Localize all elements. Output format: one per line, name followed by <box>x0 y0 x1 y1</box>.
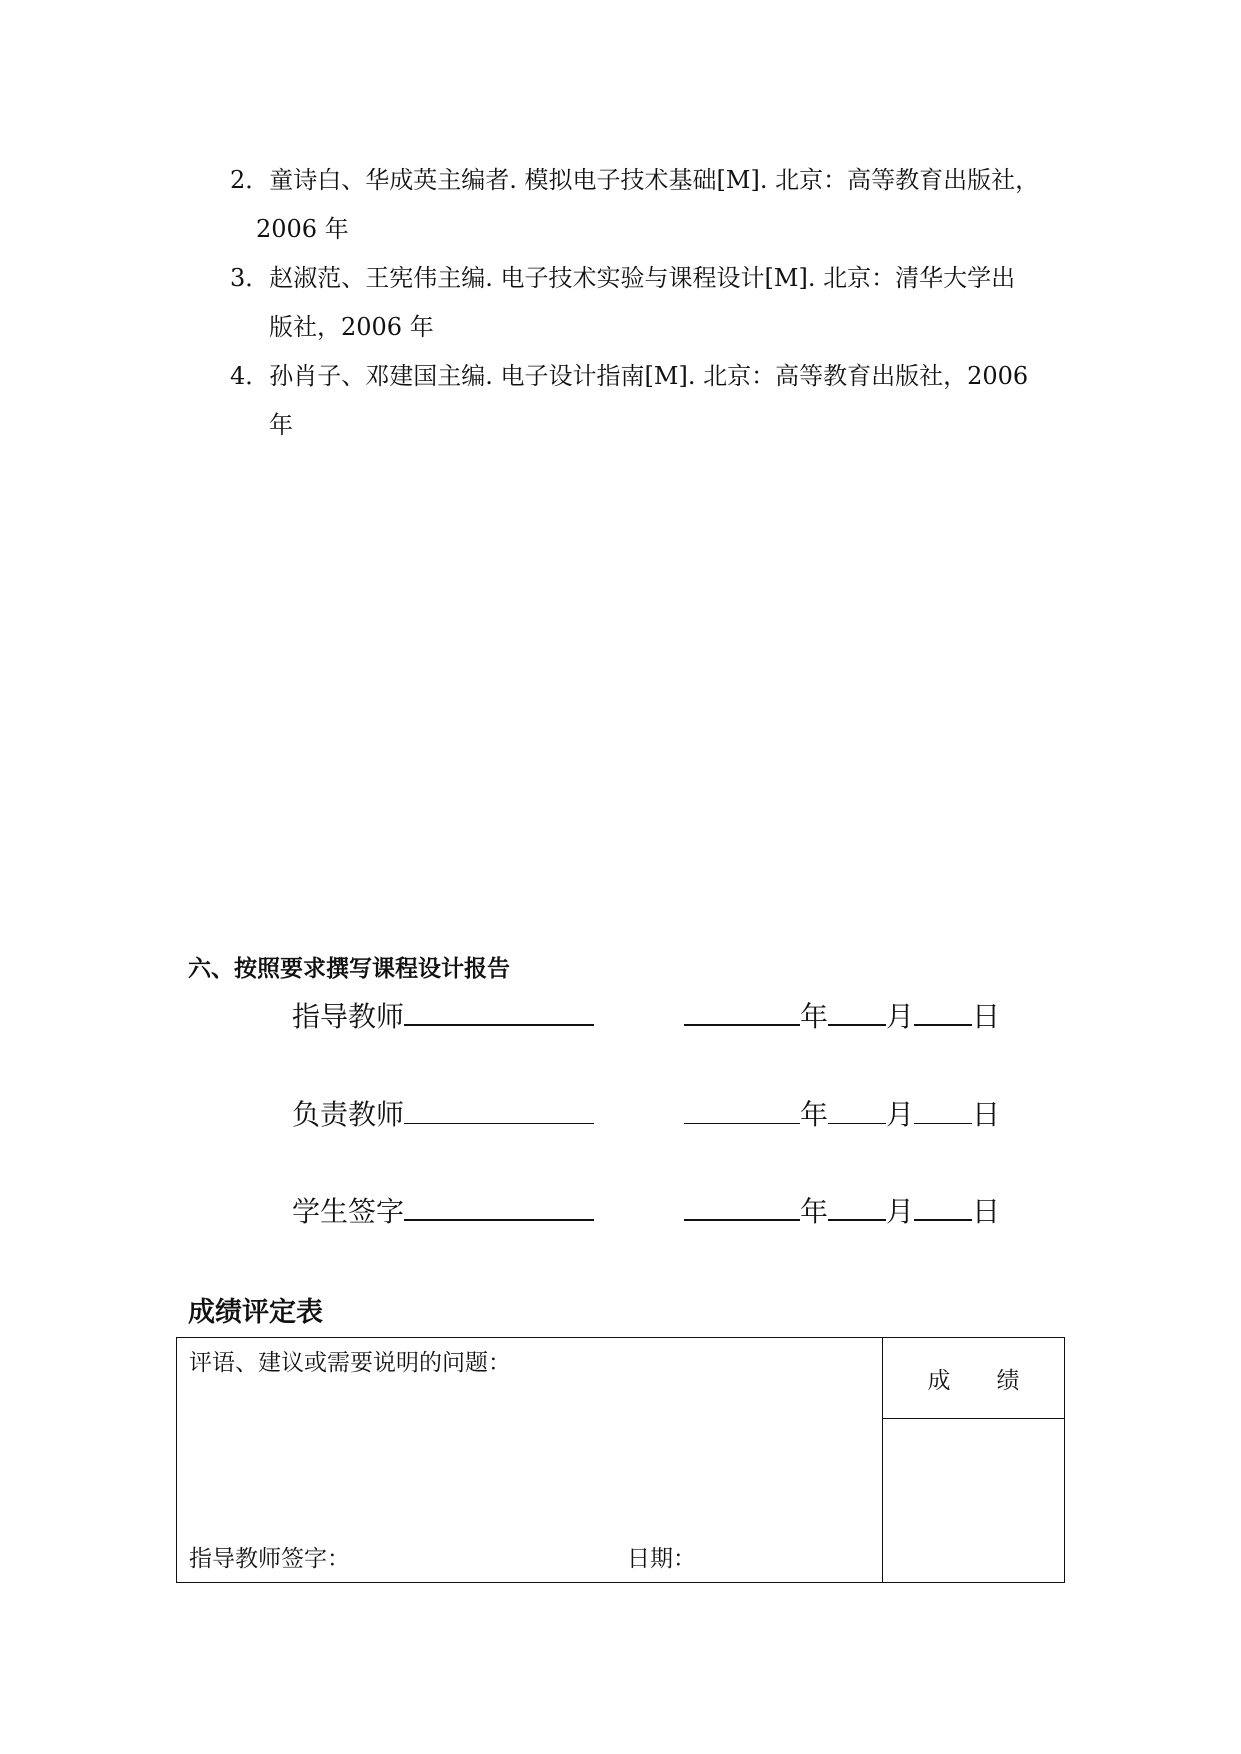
signature-line[interactable] <box>404 1122 594 1124</box>
grade-header-cell <box>883 1338 1065 1419</box>
day-blank[interactable] <box>914 1122 972 1124</box>
day-label: 日 <box>972 1000 1001 1033</box>
month-blank[interactable] <box>828 1023 886 1026</box>
year-label: 年 <box>800 1195 829 1228</box>
reference-number: 2． <box>230 166 270 194</box>
reference-continuation: 版社，2006 年 <box>269 313 434 341</box>
signature-label: 学生签字 <box>292 1195 405 1228</box>
month-blank[interactable] <box>828 1122 886 1124</box>
day-label: 日 <box>972 1098 1001 1131</box>
month-label: 月 <box>886 1195 915 1228</box>
signature-line[interactable] <box>404 1023 594 1026</box>
signature-line[interactable] <box>404 1218 594 1221</box>
reference-text: 赵淑范、王宪伟主编. 电子技术实验与课程设计[M]. 北京：清华大学出 <box>269 264 1016 292</box>
signature-label: 指导教师 <box>292 1000 405 1033</box>
year-blank[interactable] <box>684 1122 800 1124</box>
reference-number: 4． <box>230 362 270 390</box>
grade-table-title: 成绩评定表 <box>188 1297 323 1328</box>
reference-text: 童诗白、华成英主编者. 模拟电子技术基础[M]. 北京：高等教育出版社， <box>269 166 1040 194</box>
reference-item <box>230 356 1028 391</box>
date-label: 日期： <box>627 1546 696 1572</box>
year-label: 年 <box>800 1098 829 1131</box>
date-row <box>684 1093 1000 1133</box>
comment-label: 评语、建议或需要说明的问题： <box>189 1350 511 1376</box>
signature-row <box>292 995 594 1035</box>
day-blank[interactable] <box>914 1218 972 1221</box>
reference-item <box>230 160 1039 195</box>
reference-continuation: 年 <box>269 411 293 439</box>
grade-table <box>176 1337 1065 1583</box>
year-blank[interactable] <box>684 1218 800 1221</box>
section-heading: 六、按照要求撰写课程设计报告 <box>188 955 510 982</box>
day-blank[interactable] <box>914 1023 972 1026</box>
reference-text: 孙肖子、邓建国主编. 电子设计指南[M]. 北京：高等教育出版社，2006 <box>269 362 1029 390</box>
month-label: 月 <box>886 1000 915 1033</box>
grade-header: 成 绩 <box>927 1367 1020 1394</box>
month-label: 月 <box>886 1098 915 1131</box>
date-row <box>684 995 1000 1035</box>
signature-label: 负责教师 <box>292 1098 405 1131</box>
signature-row <box>292 1093 594 1133</box>
signature-row <box>292 1190 594 1230</box>
month-blank[interactable] <box>828 1218 886 1221</box>
reference-item <box>230 258 1015 293</box>
year-blank[interactable] <box>684 1023 800 1026</box>
teacher-sign-label: 指导教师签字： <box>189 1546 350 1572</box>
comment-cell[interactable] <box>177 1338 883 1583</box>
reference-continuation: 2006 年 <box>256 215 349 243</box>
grade-value-cell[interactable] <box>883 1419 1065 1583</box>
day-label: 日 <box>972 1195 1001 1228</box>
reference-number: 3． <box>230 264 270 292</box>
year-label: 年 <box>800 1000 829 1033</box>
date-row <box>684 1190 1000 1230</box>
